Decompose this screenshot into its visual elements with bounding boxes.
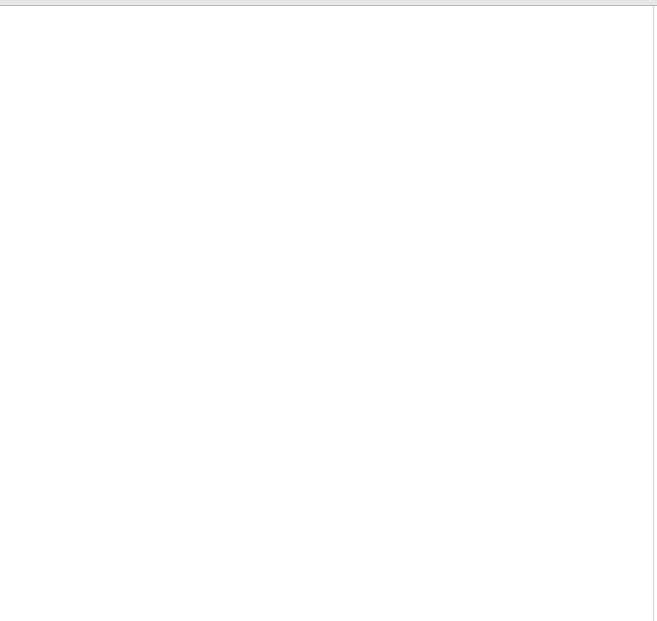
column-header-strip [0, 0, 657, 6]
next-column-gridline [653, 5, 657, 621]
